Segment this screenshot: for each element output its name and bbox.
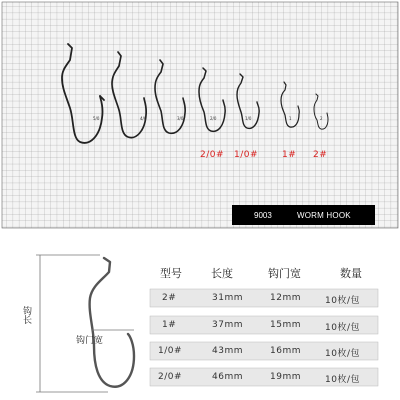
hook-size-mark: 4/0 (140, 116, 147, 121)
table-header: 钩门宽 (268, 267, 301, 280)
table-cell: 15mm (270, 320, 301, 330)
hook-size-mark: 2 (320, 116, 323, 121)
product-code: 9003 (254, 211, 272, 220)
size-label: 2# (313, 150, 328, 160)
hook-size-mark: 2/0 (210, 116, 217, 121)
table-header: 长度 (211, 267, 233, 280)
table-cell: 10枚/包 (325, 375, 360, 385)
table-cell: 10枚/包 (325, 323, 360, 333)
hook-size-mark: 1/0 (245, 116, 252, 121)
table-cell: 1# (162, 320, 177, 330)
table-cell: 2/0# (158, 372, 183, 382)
length-label: 钩长 (21, 306, 31, 324)
table-cell: 16mm (270, 346, 301, 356)
table-header: 数量 (340, 267, 362, 280)
size-label: 1# (282, 150, 297, 160)
diagram-hook (90, 258, 134, 387)
table-cell: 10枚/包 (325, 296, 360, 306)
table-cell: 2# (162, 293, 177, 303)
product-name: WORM HOOK (297, 211, 351, 220)
table-cell: 19mm (270, 372, 301, 382)
caption-bar (232, 205, 375, 225)
table-cell: 31mm (212, 293, 243, 303)
size-label: 1/0# (234, 150, 259, 160)
table-cell: 46mm (212, 372, 243, 382)
table-cell: 37mm (212, 320, 243, 330)
table-cell: 10枚/包 (325, 349, 360, 359)
hook-size-mark: 1 (289, 116, 292, 121)
gap-label: 钩门宽 (76, 336, 104, 346)
hook-size-mark: 5/0 (93, 116, 100, 121)
table-header: 型号 (160, 267, 182, 280)
table-cell: 1/0# (158, 346, 183, 356)
table-cell: 43mm (212, 346, 243, 356)
hook-size-mark: 3/0 (177, 116, 184, 121)
size-label: 2/0# (200, 150, 225, 160)
table-cell: 12mm (270, 293, 301, 303)
